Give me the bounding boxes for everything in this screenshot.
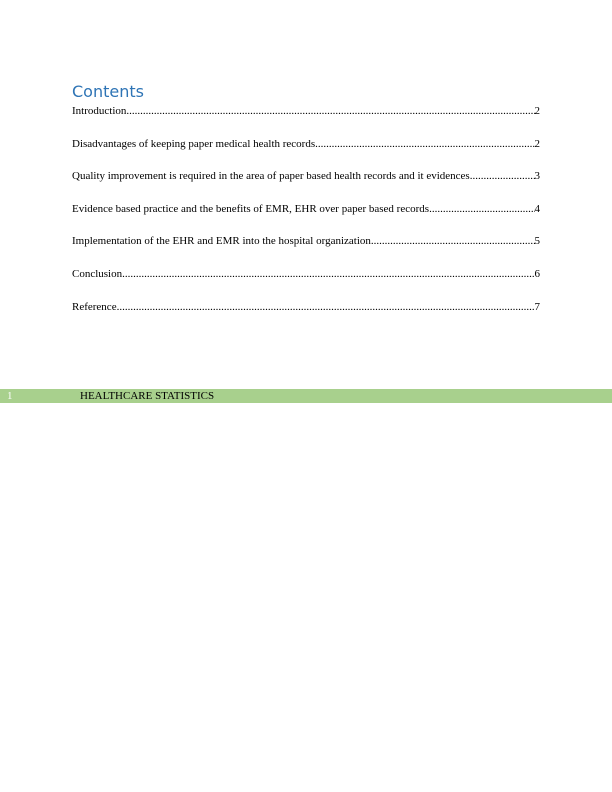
toc-entry-title: Conclusion: [72, 267, 123, 280]
toc-heading: Contents: [72, 82, 144, 101]
toc-entry-page: 4: [534, 202, 540, 215]
toc-entry-introduction[interactable]: [72, 103, 540, 119]
toc-entry-implementation[interactable]: [72, 233, 540, 249]
toc-entry-title: Implementation of the EHR and EMR into the hospital organization: [72, 235, 371, 248]
toc-entry-reference[interactable]: [72, 299, 540, 315]
toc-entry-evidence-based-practice[interactable]: [72, 201, 540, 217]
toc-entry-title: Disadvantages of keeping paper medical health records: [72, 137, 316, 150]
toc-entry-title: Reference: [72, 300, 117, 313]
running-header-band: [0, 389, 612, 403]
table-of-contents: [72, 103, 540, 331]
dot-leader: [429, 201, 534, 217]
toc-entry-conclusion[interactable]: [72, 266, 540, 282]
toc-entry-title: Quality improvement is required in the area of paper based health records and it evidences: [72, 170, 470, 183]
dot-leader: [126, 103, 534, 119]
toc-entry-page: 6: [534, 267, 540, 280]
toc-entry-page: 7: [534, 300, 540, 313]
dot-leader: [470, 168, 535, 184]
toc-entry-page: 2: [534, 137, 540, 150]
dot-leader: [315, 136, 534, 152]
toc-entry-title: Introduction: [72, 105, 127, 117]
toc-entry-disadvantages[interactable]: [72, 136, 540, 152]
toc-entry-page: 2: [534, 105, 540, 117]
dot-leader: [371, 233, 535, 249]
dot-leader: [117, 299, 535, 315]
toc-entry-title: Evidence based practice and the benefits of EMR, EHR over paper based records: [72, 202, 430, 215]
toc-entry-page: 5: [534, 235, 540, 248]
toc-entry-quality-improvement[interactable]: [72, 168, 540, 184]
page-number: 1: [7, 390, 13, 402]
dot-leader: [122, 266, 534, 282]
toc-entry-page: 3: [534, 170, 540, 183]
running-header-title: HEALTHCARE STATISTICS: [80, 390, 215, 402]
